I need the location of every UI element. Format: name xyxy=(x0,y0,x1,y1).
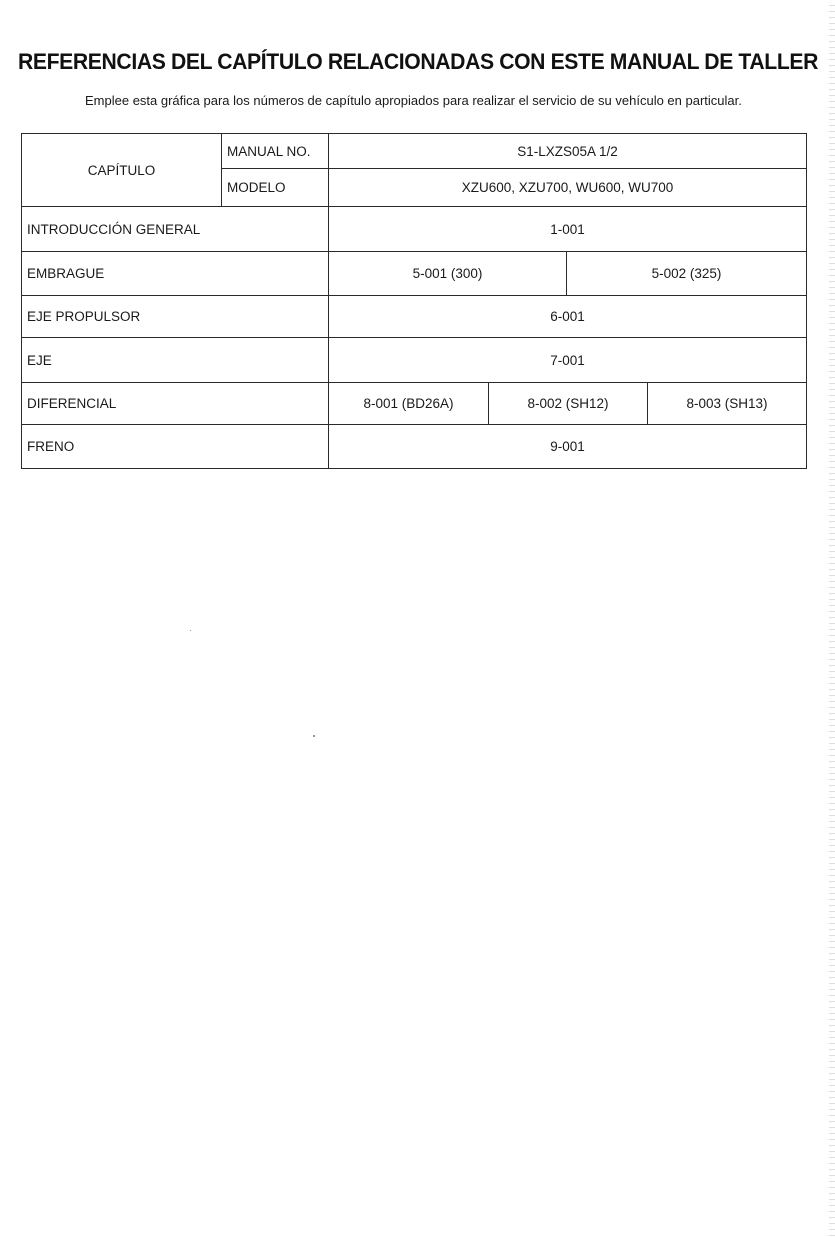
chapter-reference-table xyxy=(21,133,807,469)
chapter-name: EJE PROPULSOR xyxy=(22,296,329,338)
table-row xyxy=(22,383,807,425)
chapter-name: DIFERENCIAL xyxy=(22,383,329,425)
table-row xyxy=(22,425,807,469)
table-row xyxy=(22,296,807,338)
table-row xyxy=(22,338,807,383)
chapter-ref: 5-001 (300) xyxy=(329,252,567,296)
page-title: REFERENCIAS DEL CAPÍTULO RELACIONADAS CON ESTE MANUAL DE TALLER xyxy=(18,49,819,74)
scan-speck xyxy=(313,735,315,737)
scan-speck xyxy=(190,630,191,631)
header-manual-no-label: MANUAL NO. xyxy=(222,134,329,169)
chapter-ref: 7-001 xyxy=(329,338,807,383)
chapter-name: EJE xyxy=(22,338,329,383)
chapter-ref: 1-001 xyxy=(329,207,807,252)
chapter-ref: 8-002 (SH12) xyxy=(489,383,648,425)
chapter-ref: 9-001 xyxy=(329,425,807,469)
chapter-ref: 8-001 (BD26A) xyxy=(329,383,489,425)
intro-paragraph: Emplee esta gráfica para los números de capítulo apropiados para realizar el servicio de su vehículo en particular. xyxy=(85,93,742,108)
chapter-name: INTRODUCCIÓN GENERAL xyxy=(22,207,329,252)
header-chapter-label: CAPÍTULO xyxy=(22,134,222,207)
chapter-ref: 6-001 xyxy=(329,296,807,338)
chapter-ref: 8-003 (SH13) xyxy=(648,383,807,425)
table-row xyxy=(22,207,807,252)
header-model-value: XZU600, XZU700, WU600, WU700 xyxy=(329,169,807,207)
scan-edge-artifact xyxy=(829,0,835,1237)
table-header-row-manual xyxy=(22,134,807,169)
header-manual-no-value: S1-LXZS05A 1/2 xyxy=(329,134,807,169)
header-model-label: MODELO xyxy=(222,169,329,207)
chapter-name: FRENO xyxy=(22,425,329,469)
chapter-ref: 5-002 (325) xyxy=(567,252,807,296)
table-row xyxy=(22,252,807,296)
chapter-name: EMBRAGUE xyxy=(22,252,329,296)
